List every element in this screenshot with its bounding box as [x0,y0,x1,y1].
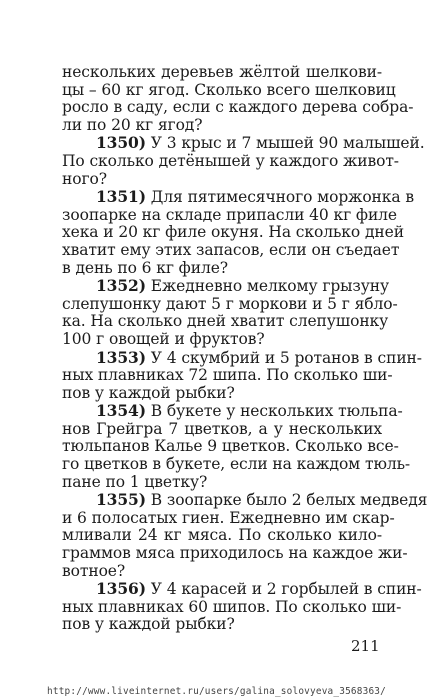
text-line: пов у каждой рыбки? [62,383,235,402]
text-line: зоопарке на складе припасли 40 кг филе [62,205,398,224]
text-line: хватит ему этих запасов, если он съедает [62,240,400,259]
text-line: цы – 60 кг ягод. Сколько всего шелковиц [62,80,396,99]
text-line: мливали 24 кг мяса. По сколько кило- [62,526,382,545]
problem-1352 [62,276,398,348]
text-line [62,276,390,296]
text-line: тюльпанов Калье 9 цветков. Сколько все- [62,437,399,456]
text-line: 100 г овощей и фруктов? [62,329,265,348]
text-line [62,490,428,510]
problem-text: У 4 скумбрий и 5 ротанов в спин- [145,348,422,367]
problem-number: 1353) [96,347,146,367]
text-line: ли по 20 кг ягод? [62,115,203,134]
text-line [62,347,422,368]
problem-1350 [62,133,425,188]
text-line: росло в саду, если с каждого дерева собра- [62,98,414,117]
text-line: в день по 6 кг филе? [62,258,228,277]
text-line: хека и 20 кг филе окуня. На сколько дней [62,223,404,242]
intro-paragraph [62,63,414,134]
problem-text: Для пятимесячного моржонка в [145,188,414,207]
problem-number: 1351) [96,187,146,207]
page-body-text [62,63,428,634]
problem-text: Ежедневно мелкому грызуну [145,277,390,296]
problem-1356 [62,579,422,634]
text-line: ных плавниках 72 шипа. По сколько ши- [62,366,393,385]
text-line: слепушонку дают 5 г моркови и 5 г ябло- [62,294,398,313]
text-line: и 6 полосатых гиен. Ежедневно им скар- [62,508,395,527]
text-line: го цветков в букете, если на каждом тюль- [62,455,411,474]
text-line: граммов мяса приходилось на каждое жи- [62,544,408,563]
text-line: нескольких деревьев жёлтой шелкови- [62,63,382,81]
problem-number: 1350) [96,133,146,153]
problem-text: В зоопарке было 2 белых медведя [145,491,428,510]
text-line: ка. На сколько дней хватит слепушонку [62,312,389,331]
problem-1353 [62,347,422,403]
problem-1355 [62,490,428,580]
text-line: ного? [62,169,107,188]
problem-text: У 3 крыс и 7 мышей 90 малышей. [145,134,425,153]
text-line: пане по 1 цветку? [62,472,208,491]
watermark-url: http://www.liveinternet.ru/users/galina_solovyeva_3568363/ [0,683,433,700]
problem-1351 [62,187,414,277]
problem-number: 1352) [96,276,146,296]
problem-number: 1356) [96,579,146,599]
problem-1354 [62,401,411,491]
text-line [62,401,403,421]
text-line: пов у каждой рыбки? [62,615,235,634]
problem-number: 1355) [96,490,146,510]
text-line: нов Грейгра 7 цветков, а у нескольких [62,419,382,438]
page-number: 211 [351,637,380,655]
problem-text: У 4 карасей и 2 горбылей в спин- [145,580,422,599]
text-line [62,187,414,207]
problem-number: 1354) [96,401,146,421]
text-line: По сколько детёнышей у каждого живот- [62,151,399,170]
problem-text: В букете у нескольких тюльпа- [145,402,403,421]
problem-list [62,133,428,634]
text-line [62,579,422,599]
text-line: вотное? [62,561,126,580]
text-line [62,133,425,153]
text-line: ных плавниках 60 шипов. По сколько ши- [62,597,402,616]
